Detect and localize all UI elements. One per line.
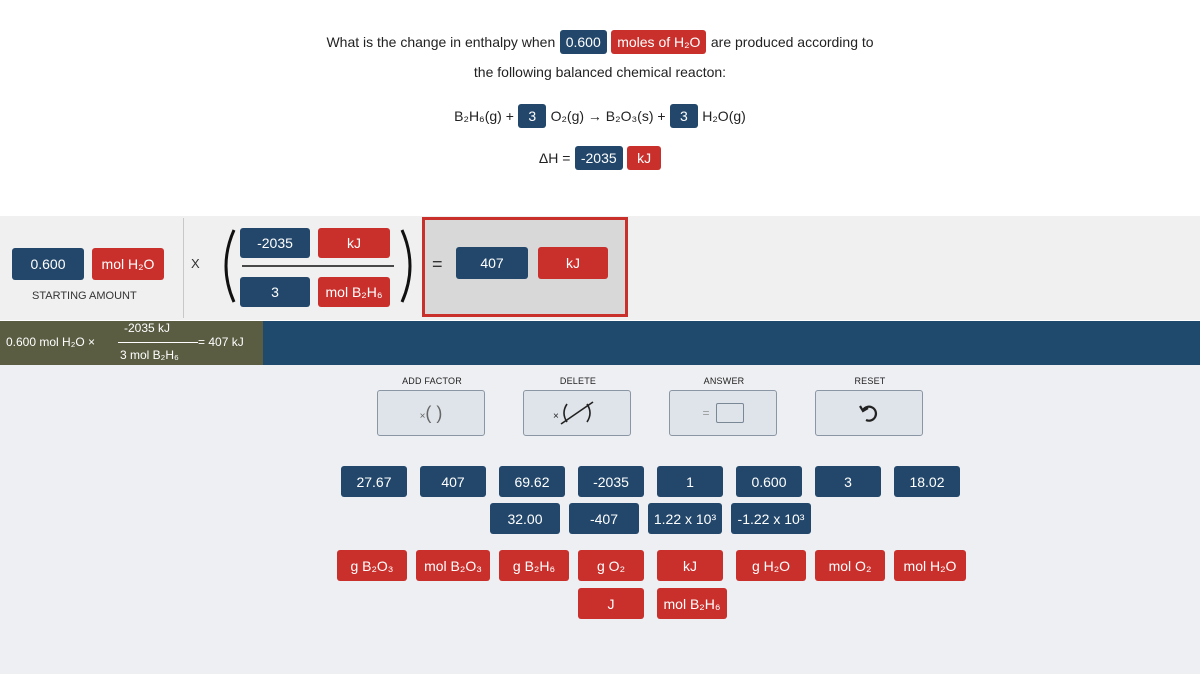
delete-button[interactable] [523, 390, 631, 436]
summary-numerator: -2035 kJ [124, 321, 171, 335]
starting-value-chip[interactable]: 0.600 [12, 248, 84, 280]
factor-numerator-value[interactable]: -2035 [240, 228, 310, 258]
summary-box [0, 321, 263, 365]
answer-button[interactable] [669, 390, 777, 436]
unit-tile[interactable]: J [578, 588, 644, 619]
answer-icon: = [702, 403, 743, 423]
number-tile[interactable]: 18.02 [894, 466, 960, 497]
chemical-equation [0, 104, 1200, 128]
add-factor-button[interactable] [377, 390, 485, 436]
unit-tile[interactable]: mol B₂H₆ [657, 588, 727, 619]
unit-tile[interactable]: g H₂O [736, 550, 806, 581]
number-tile[interactable]: 0.600 [736, 466, 802, 497]
add-factor-icon: ×( ) [419, 402, 443, 423]
equation-middle: O₂(g) → B₂O₃(s) + [550, 108, 666, 124]
number-tile[interactable]: -2035 [578, 466, 644, 497]
question-amount-chip: 0.600 [560, 30, 607, 54]
delta-h-value: -2035 [575, 146, 623, 170]
unit-tile[interactable]: mol H₂O [894, 550, 966, 581]
delta-h-unit: kJ [627, 146, 661, 170]
starting-unit-chip[interactable]: mol H₂O [92, 248, 164, 280]
equation-product-2: H₂O(g) [702, 108, 746, 124]
svg-text:×: × [553, 411, 559, 422]
number-tile[interactable]: 1 [657, 466, 723, 497]
summary-start: 0.600 mol H₂O × [6, 335, 96, 349]
number-tile[interactable]: 27.67 [341, 466, 407, 497]
question-prefix: What is the change in enthalpy when [326, 34, 556, 50]
unit-tile[interactable]: g B₂O₃ [337, 550, 407, 581]
answer-value-chip[interactable]: 407 [456, 247, 528, 279]
delete-icon [547, 398, 607, 428]
factor-numerator-unit[interactable]: kJ [318, 228, 390, 258]
summary-denominator: 3 mol B₂H₆ [120, 348, 179, 362]
answer-unit-chip[interactable]: kJ [538, 247, 608, 279]
equals-sign: = [432, 254, 443, 274]
equation-coef-2: 3 [670, 104, 698, 128]
number-tile[interactable]: 69.62 [499, 466, 565, 497]
add-factor-label: ADD FACTOR [402, 376, 462, 386]
multiply-sign: X [191, 256, 200, 271]
unit-tile[interactable]: mol B₂O₃ [416, 550, 490, 581]
answer-label: ANSWER [703, 376, 745, 386]
delete-label: DELETE [559, 376, 597, 386]
number-tile[interactable]: -1.22 x 10³ [731, 503, 811, 534]
reset-label: RESET [854, 376, 886, 386]
unit-tile[interactable]: g O₂ [578, 550, 644, 581]
question-suffix: are produced according to [710, 34, 874, 50]
number-tile[interactable]: -407 [569, 503, 639, 534]
summary-fraction-line [118, 342, 198, 343]
delta-h-label: ΔH = [538, 150, 571, 166]
equation-reactant-1: B₂H₆(g) + [454, 108, 514, 124]
question-line-1 [0, 30, 1200, 54]
reset-icon [857, 401, 881, 425]
number-tile[interactable]: 407 [420, 466, 486, 497]
starting-amount-label: STARTING AMOUNT [32, 290, 137, 302]
factor-denominator-value[interactable]: 3 [240, 277, 310, 307]
number-tile[interactable]: 32.00 [490, 503, 560, 534]
equation-coef-1: 3 [518, 104, 546, 128]
question-unit-chip: moles of H₂O [611, 30, 706, 54]
question-line-2: the following balanced chemical reacton: [473, 64, 727, 80]
summary-result: = 407 kJ [198, 335, 244, 349]
workspace-divider [183, 218, 184, 318]
unit-tile[interactable]: g B₂H₆ [499, 550, 569, 581]
factor-denominator-unit[interactable]: mol B₂H₆ [318, 277, 390, 307]
unit-tile[interactable]: mol O₂ [815, 550, 885, 581]
unit-tile[interactable]: kJ [657, 550, 723, 581]
number-tile[interactable]: 3 [815, 466, 881, 497]
reset-button[interactable] [815, 390, 923, 436]
enthalpy-line [0, 146, 1200, 170]
number-tile[interactable]: 1.22 x 10³ [648, 503, 722, 534]
